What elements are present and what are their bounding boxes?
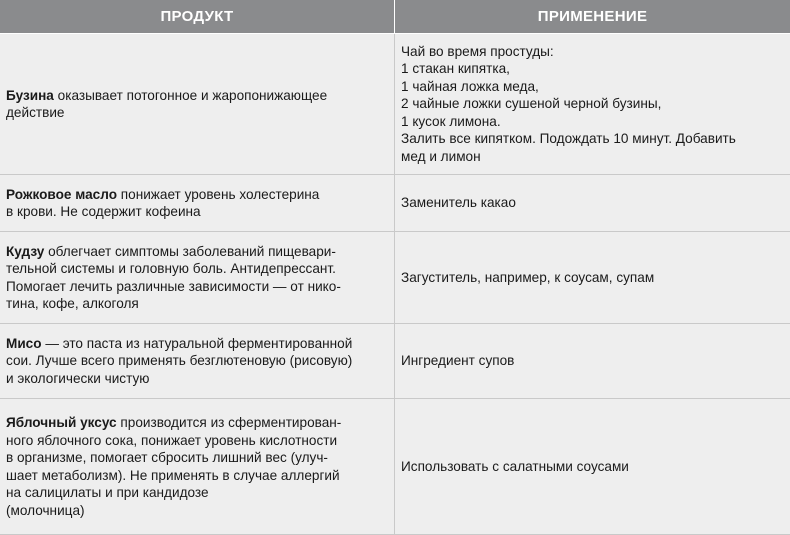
product-name: Рожковое масло — [6, 186, 117, 202]
product-name: Бузина — [6, 87, 54, 103]
usage-text: Загуститель, например, к соусам, супам — [401, 269, 655, 285]
product-name: Яблочный уксус — [6, 415, 117, 430]
table-row-usage — [395, 324, 790, 399]
table-row-usage — [395, 232, 790, 324]
product-name: Кудзу — [6, 243, 45, 259]
product-text: понижает уровень холестерина в крови. Не содержит кофеина — [6, 186, 320, 219]
table-row-product — [0, 399, 395, 535]
product-text: — это паста из натуральной ферментированной сои. Лучше всего применять безглютеновую (рисовую) и экологически чистую — [6, 335, 353, 386]
usage-text: Ингредиент супов — [401, 353, 515, 369]
product-name: Мисо — [6, 335, 42, 351]
table-row-usage — [395, 34, 790, 175]
header-product: ПРОДУКТ — [0, 0, 395, 34]
product-text: оказывает потогонное и жаропонижающее действие — [6, 87, 328, 120]
product-text: облегчает симптомы заболеваний пищевари- тельной системы и головную боль. Антидепрессант. Помогает лечить различные зависимости — от нико- тина, кофе, алкоголя — [6, 243, 341, 311]
header-usage: ПРИМЕНЕНИЕ — [395, 0, 790, 34]
table-row-product — [0, 34, 395, 175]
table-row-usage — [395, 399, 790, 535]
product-text: производится из сферментирован- ного яблочного сока, понижает уровень кислотности в организме, помогает сбросить лишний вес (улуч- шает метаболизм). Не применять в случае аллергий на салицилаты и при кандидозе (молочница) — [6, 415, 342, 518]
table-row-product — [0, 232, 395, 324]
product-description — [6, 186, 319, 221]
usage-text: Заменитель какао — [401, 195, 516, 211]
table-row-product — [0, 324, 395, 399]
product-description — [6, 87, 327, 122]
table-row-product — [0, 175, 395, 232]
product-description — [6, 414, 341, 519]
product-description — [6, 243, 341, 313]
table-row-usage — [395, 175, 790, 232]
usage-text: Чай во время простуды: 1 стакан кипятка, 1 чайная ложка меда, 2 чайные ложки сушеной черной бузины, 1 кусок лимона. Залить все кипятком. Подождать 10 минут. Добавить мед и лимон — [401, 43, 736, 164]
usage-text: Использовать с салатными соусами — [401, 458, 629, 474]
product-description — [6, 335, 352, 388]
